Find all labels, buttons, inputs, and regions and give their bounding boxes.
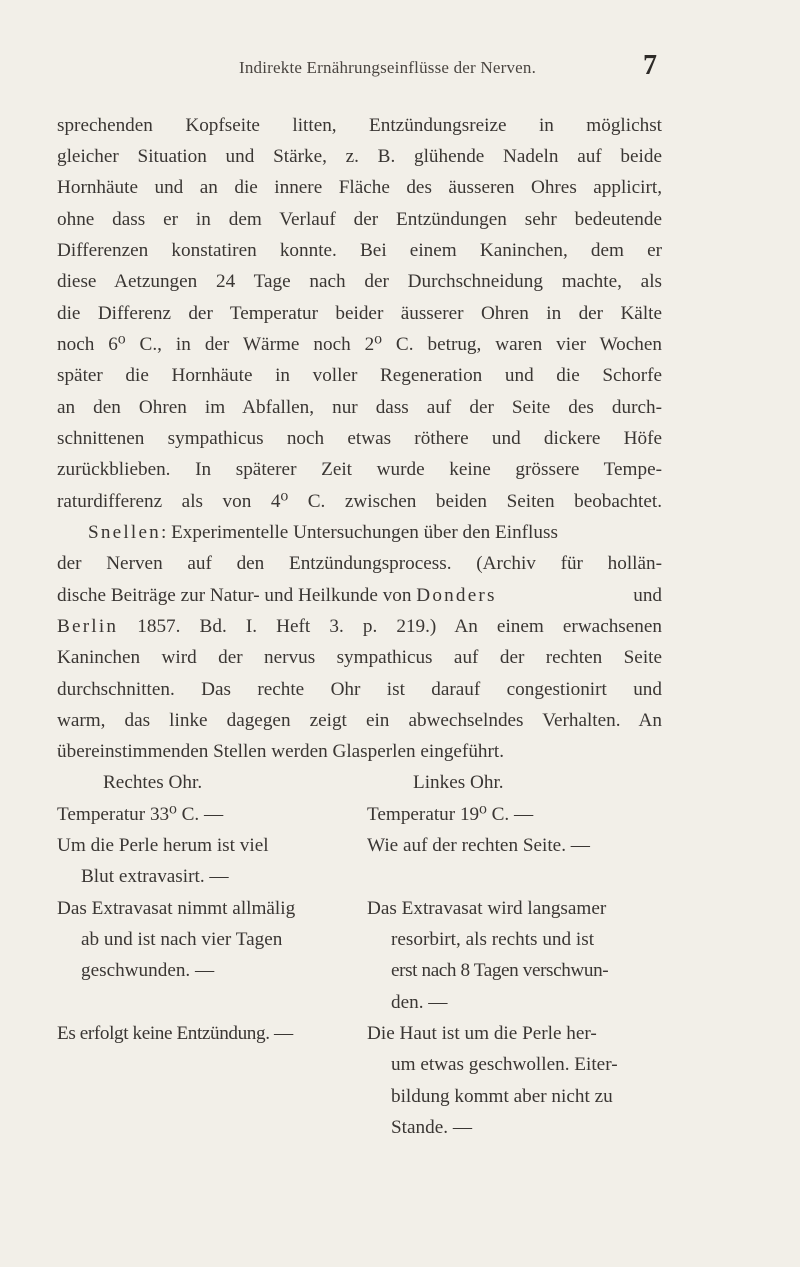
text-line: an den Ohren im Abfallen, nur dass auf der Seite des durch-: [57, 397, 662, 418]
left-column-line: ab und ist nach vier Tagen: [81, 929, 283, 950]
text-line: raturdifferenz als von 4⁰ C. zwischen beiden Seiten beobachtet.: [57, 491, 662, 512]
right-column-line: resorbirt, als rechts und ist: [391, 929, 595, 950]
citation-text: dische Beiträge zur Natur- und Heilkunde von: [57, 585, 417, 606]
citation-text: 1857. Bd. I. Heft 3. p. 219.) An einem erwachsenen: [118, 616, 662, 637]
author-name: Donders: [416, 585, 497, 606]
text-line: durchschnitten. Das rechte Ohr ist darauf congestionirt und: [57, 679, 662, 700]
right-column-line: bildung kommt aber nicht zu: [391, 1086, 613, 1107]
text-line: schnittenen sympathicus noch etwas röthere und dickere Höfe: [57, 428, 662, 449]
place-name: Berlin: [57, 616, 119, 637]
left-column-line: Temperatur 33⁰ C. —: [57, 804, 224, 825]
text-line: sprechenden Kopfseite litten, Entzündungsreize in möglichst: [57, 115, 662, 136]
text-line: [57, 586, 662, 605]
text-line: Differenzen konstatiren konnte. Bei einem Kaninchen, dem er: [57, 240, 662, 261]
text-line: ohne dass er in dem Verlauf der Entzündungen sehr bedeutende: [57, 209, 662, 230]
text-line: übereinstimmenden Stellen werden Glasperlen eingeführt.: [57, 741, 505, 762]
author-name: Snellen: [88, 522, 161, 543]
left-column-line: Das Extravasat nimmt allmälig: [57, 898, 296, 919]
text-line: Hornhäute und an die innere Fläche des äusseren Ohres applicirt,: [57, 177, 662, 198]
text-line: gleicher Situation und Stärke, z. B. glühende Nadeln auf beide: [57, 146, 662, 167]
text-line: der Nerven auf den Entzündungsprocess. (Archiv für hollän-: [57, 553, 662, 574]
page-number: 7: [643, 50, 657, 81]
citation-text: und: [628, 585, 662, 606]
running-header: Indirekte Ernährungseinflüsse der Nerven.: [238, 58, 537, 77]
right-column-line: Das Extravasat wird langsamer: [367, 898, 607, 919]
right-column-line: Stande. —: [391, 1117, 473, 1138]
right-column-line: erst nach 8 Tagen verschwun-: [391, 960, 609, 981]
text-line: warm, das linke dagegen zeigt ein abwechselndes Verhalten. An: [57, 710, 662, 731]
text-line: [57, 617, 662, 636]
left-column-heading: Rechtes Ohr.: [103, 772, 203, 793]
text-line: zurückblieben. In späterer Zeit wurde keine grössere Tempe-: [57, 459, 662, 480]
right-column-line: Temperatur 19⁰ C. —: [367, 804, 534, 825]
text-line: später die Hornhäute in voller Regeneration und die Schorfe: [57, 365, 662, 386]
right-column-line: um etwas geschwollen. Eiter-: [391, 1054, 618, 1075]
text-line: [88, 523, 662, 542]
text-line: noch 6⁰ C., in der Wärme noch 2⁰ C. betrug, waren vier Wochen: [57, 334, 662, 355]
text-line: die Differenz der Temperatur beider äusserer Ohren in der Kälte: [57, 303, 662, 324]
left-column-line: Um die Perle herum ist viel: [57, 835, 269, 856]
citation-text: : Experimentelle Untersuchungen über den Einfluss: [160, 522, 558, 543]
text-line: Kaninchen wird der nervus sympathicus auf der rechten Seite: [57, 647, 662, 668]
left-column-line: Blut extravasirt. —: [81, 866, 229, 887]
left-column-line: geschwunden. —: [81, 960, 215, 981]
left-column-line: Es erfolgt keine Entzündung. —: [57, 1023, 293, 1044]
right-column-line: Die Haut ist um die Perle her-: [367, 1023, 597, 1044]
right-column-line: den. —: [391, 992, 448, 1013]
right-column-heading: Linkes Ohr.: [413, 772, 504, 793]
text-line: diese Aetzungen 24 Tage nach der Durchschneidung machte, als: [57, 271, 662, 292]
right-column-line: Wie auf der rechten Seite. —: [367, 835, 590, 856]
